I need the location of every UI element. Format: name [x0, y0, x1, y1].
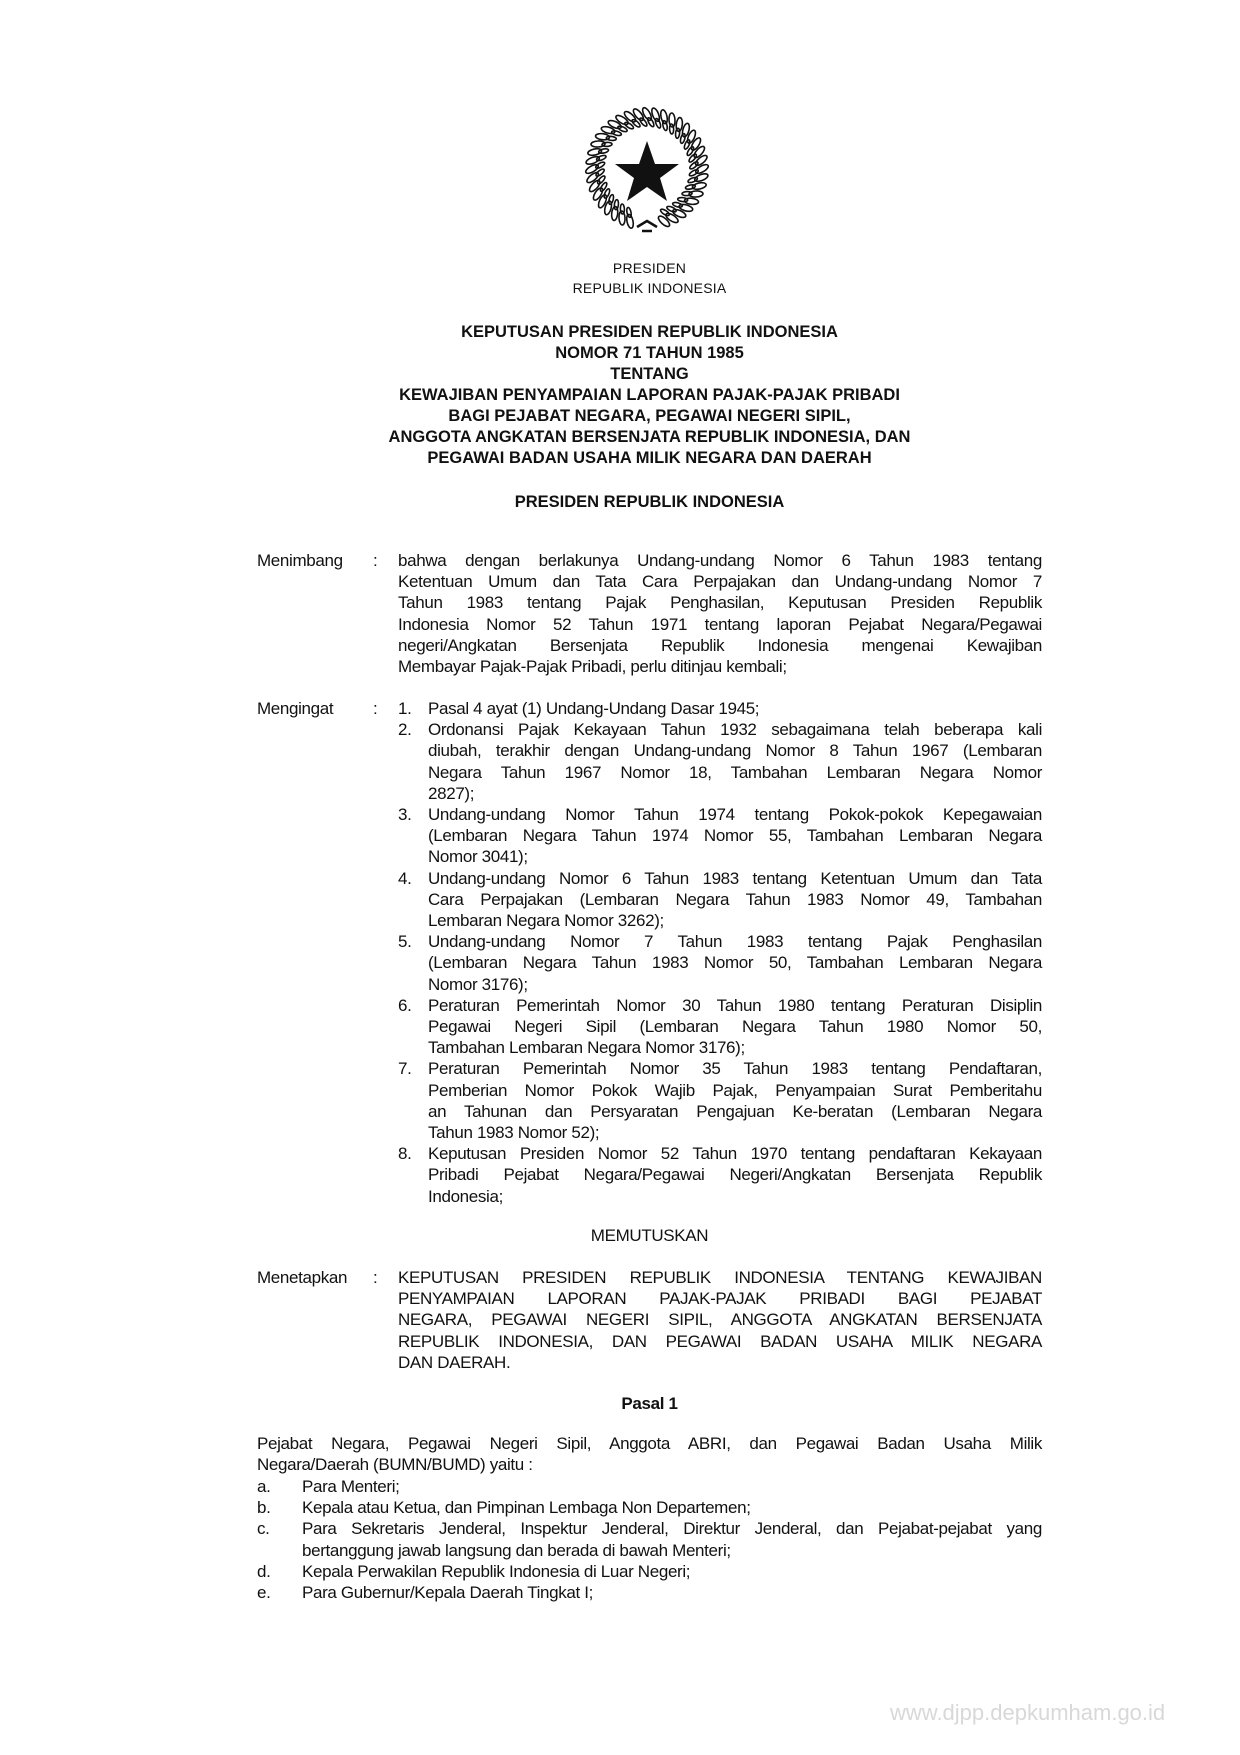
text-line: Pribadi Pejabat Negara/Pegawai Negeri/Angkatan Bersenjata Republik — [428, 1165, 1042, 1185]
text-line: Pasal 4 ayat (1) Undang-Undang Dasar 1945; — [428, 699, 760, 718]
text-line: Tahun 1983 tentang Pajak Penghasilan, Keputusan Presiden Republik — [398, 593, 1042, 613]
pasal-1-item — [257, 1582, 1042, 1603]
text-line: Para Gubernur/Kepala Daerah Tingkat I; — [302, 1583, 593, 1603]
pasal-1-list — [257, 1476, 1042, 1603]
title-line: PEGAWAI BADAN USAHA MILIK NEGARA DAN DAERAH — [427, 449, 872, 467]
menimbang-colon: : — [373, 551, 378, 570]
pasal-1-item — [257, 1518, 1042, 1560]
menimbang-text — [398, 550, 1042, 677]
pasal-1-intro — [257, 1433, 1042, 1475]
menetapkan-text — [398, 1267, 1042, 1373]
text-line: (Lembaran Negara Tahun 1983 Nomor 50, Tambahan Lembaran Negara — [428, 953, 1042, 973]
item-number: 3. — [398, 805, 412, 825]
text-line: DAN DAERAH. — [398, 1352, 511, 1372]
mengingat-item — [398, 1058, 1042, 1143]
mengingat-item — [398, 698, 1042, 719]
mengingat-item — [398, 719, 1042, 804]
text-line: Kepala Perwakilan Republik Indonesia di Luar Negeri; — [302, 1561, 691, 1581]
text-line: NEGARA, PEGAWAI NEGERI SIPIL, ANGGOTA ANGKATAN BERSENJATA — [398, 1310, 1042, 1330]
header-presiden: PRESIDEN — [612, 260, 687, 276]
text-line: Pegawai Negeri Sipil (Lembaran Negara Tahun 1980 Nomor 50, — [428, 1017, 1042, 1037]
text-line: Lembaran Negara Nomor 3262); — [428, 911, 664, 931]
item-number: 4. — [398, 868, 412, 888]
pasal-1-heading: Pasal 1 — [621, 1394, 678, 1413]
menetapkan-colon: : — [373, 1268, 378, 1287]
text-line: diubah, terakhir dengan Undang-undang Nomor 8 Tahun 1967 (Lembaran — [428, 741, 1042, 761]
text-line: Pejabat Negara, Pegawai Negeri Sipil, Anggota ABRI, dan Pegawai Badan Usaha Milik — [257, 1434, 1042, 1453]
item-number: 1. — [398, 699, 412, 718]
item-number: 5. — [398, 932, 412, 952]
menimbang-label: Menimbang — [257, 551, 343, 570]
mengingat-list — [398, 698, 1042, 1207]
mengingat-item — [398, 804, 1042, 868]
text-line: Undang-undang Nomor 7 Tahun 1983 tentang Pajak Penghasilan — [428, 932, 1042, 952]
text-line: Ordonansi Pajak Kekayaan Tahun 1932 sebagaimana telah beberapa kali — [428, 720, 1042, 740]
pasal-1-item — [257, 1476, 1042, 1497]
presidential-seal-emblem — [580, 105, 714, 239]
title-line: TENTANG — [610, 365, 689, 383]
watermark: www.djpp.depkumham.go.id — [890, 1700, 1166, 1725]
header-republik-indonesia: REPUBLIK INDONESIA — [572, 280, 727, 296]
text-line: (Lembaran Negara Tahun 1974 Nomor 55, Tambahan Lembaran Negara — [428, 826, 1042, 846]
text-line: Peraturan Pemerintah Nomor 35 Tahun 1983 tentang Pendaftaran, — [428, 1059, 1042, 1079]
text-line: Tahun 1983 Nomor 52); — [428, 1123, 600, 1143]
mengingat-item — [398, 868, 1042, 932]
text-line: Indonesia Nomor 52 Tahun 1971 tentang laporan Pejabat Negara/Pegawai — [398, 614, 1042, 634]
text-line: Negara Tahun 1967 Nomor 18, Tambahan Lembaran Negara Nomor — [428, 762, 1042, 782]
pasal-1-item — [257, 1561, 1042, 1582]
text-line: Peraturan Pemerintah Nomor 30 Tahun 1980 tentang Peraturan Disiplin — [428, 995, 1042, 1015]
title-line: ANGGOTA ANGKATAN BERSENJATA REPUBLIK INDONESIA, DAN — [388, 428, 911, 446]
title-line: BAGI PEJABAT NEGARA, PEGAWAI NEGERI SIPIL, — [448, 407, 851, 425]
text-line: Para Menteri; — [302, 1477, 400, 1496]
text-line: Undang-undang Nomor 6 Tahun 1983 tentang Ketentuan Umum dan Tata — [428, 868, 1042, 888]
title-line: KEPUTUSAN PRESIDEN REPUBLIK INDONESIA — [461, 323, 838, 341]
title-line: NOMOR 71 TAHUN 1985 — [555, 344, 744, 362]
mengingat-item — [398, 995, 1042, 1059]
item-letter: c. — [257, 1519, 270, 1539]
item-letter: a. — [257, 1477, 271, 1496]
text-line: bertanggung jawab langsung dan berada di bawah Menteri; — [302, 1540, 731, 1560]
title-line: KEWAJIBAN PENYAMPAIAN LAPORAN PAJAK-PAJAK PRIBADI — [399, 386, 900, 404]
item-number: 7. — [398, 1059, 412, 1079]
item-letter: d. — [257, 1561, 271, 1581]
text-line: PENYAMPAIAN LAPORAN PAJAK-PAJAK PRIBADI BAGI PEJABAT — [398, 1289, 1042, 1309]
pasal-1-item — [257, 1497, 1042, 1518]
text-line: Negara/Daerah (BUMN/BUMD) yaitu : — [257, 1455, 533, 1475]
text-line: Keputusan Presiden Nomor 52 Tahun 1970 tentang pendaftaran Kekayaan — [428, 1144, 1042, 1164]
mengingat-colon: : — [373, 699, 378, 718]
text-line: Nomor 3041); — [428, 847, 528, 867]
text-line: bahwa dengan berlakunya Undang-undang Nomor 6 Tahun 1983 tentang — [398, 551, 1042, 570]
text-line: Pemberian Nomor Pokok Wajib Pajak, Penyampaian Surat Pemberitahu — [428, 1080, 1042, 1100]
text-line: Nomor 3176); — [428, 974, 528, 994]
text-line: Membayar Pajak-Pajak Pribadi, perlu ditinjau kembali; — [398, 657, 787, 677]
menetapkan-label: Menetapkan — [257, 1268, 348, 1287]
text-line: Cara Perpajakan (Lembaran Negara Tahun 1983 Nomor 49, Tambahan — [428, 889, 1042, 909]
text-line: 2827); — [428, 783, 475, 803]
item-number: 6. — [398, 995, 412, 1015]
memutuskan-heading: MEMUTUSKAN — [590, 1226, 709, 1245]
item-letter: e. — [257, 1583, 271, 1603]
text-line: KEPUTUSAN PRESIDEN REPUBLIK INDONESIA TENTANG KEWAJIBAN — [398, 1268, 1042, 1287]
item-number: 2. — [398, 720, 412, 740]
text-line: Kepala atau Ketua, dan Pimpinan Lembaga Non Departemen; — [302, 1498, 751, 1518]
item-letter: b. — [257, 1498, 271, 1518]
text-line: Undang-undang Nomor Tahun 1974 tentang Pokok-pokok Kepegawaian — [428, 805, 1042, 825]
text-line: Para Sekretaris Jenderal, Inspektur Jenderal, Direktur Jenderal, dan Pejabat-pejabat yang — [302, 1519, 1042, 1539]
item-number: 8. — [398, 1144, 412, 1164]
text-line: Indonesia; — [428, 1186, 503, 1206]
issuer-heading: PRESIDEN REPUBLIK INDONESIA — [514, 493, 785, 511]
text-line: Ketentuan Umum dan Tata Cara Perpajakan dan Undang-undang Nomor 7 — [398, 572, 1042, 592]
mengingat-item — [398, 1143, 1042, 1207]
text-line: REPUBLIK INDONESIA, DAN PEGAWAI BADAN USAHA MILIK NEGARA — [398, 1331, 1042, 1351]
document-title — [257, 322, 1042, 469]
mengingat-item — [398, 931, 1042, 995]
text-line: an Tahunan dan Persyaratan Pengajuan Ke-beratan (Lembaran Negara — [428, 1101, 1042, 1121]
mengingat-label: Mengingat — [257, 699, 334, 718]
text-line: negeri/Angkatan Bersenjata Republik Indonesia mengenai Kewajiban — [398, 635, 1042, 655]
text-line: Tambahan Lembaran Negara Nomor 3176); — [428, 1038, 745, 1058]
